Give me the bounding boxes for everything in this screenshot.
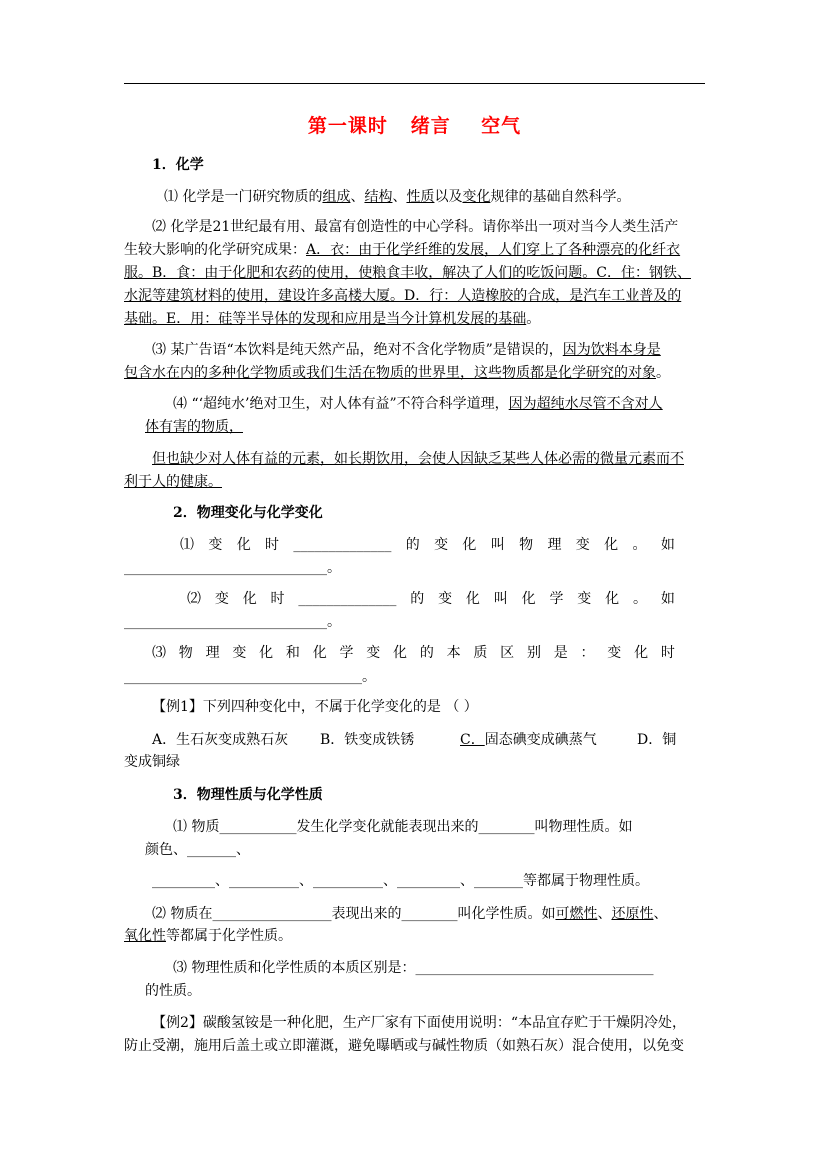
properties-q3-line-2: 的性质。 — [145, 983, 201, 999]
paragraph-2-line-1: ⑵ 化学是21世纪最有用、最富有创造性的中心学科。请你举出一项对当今人类生活产 — [152, 219, 679, 235]
example-1-option-b: B．铁变成铁锈 — [320, 732, 415, 748]
header-rule — [124, 83, 705, 84]
fill-blank-line: _____________________________。 — [124, 614, 341, 630]
fill-blank-line: __________________________________。 — [124, 669, 376, 685]
paragraph-3-line-2: 包含水在内的多种化学物质或我们生活在物质的世界里，这些物质都是化学研究的对象。 — [124, 365, 670, 381]
page-title: 第一课时 绪言 空气 — [307, 115, 522, 137]
example-2-line-2: 防止受潮，施用后盖土或立即灌溉，避免曝晒或与碱性物质（如熟石灰）混合使用，以免变 — [124, 1038, 684, 1054]
fill-blank-line: _____________________________。 — [124, 560, 341, 576]
section-heading-chemistry: 1．化学 — [152, 157, 204, 173]
fill-question-chemical-change: ⑵ 变 化 时 ______________ 的 变 化 叫 化 学 变 化 。 如 — [187, 591, 675, 607]
paragraph-2-line-5: 基础。E．用：硅等半导体的发现和应用是当今计算机发展的基础。 — [124, 311, 541, 327]
example-1-option-d-cont: 变成铜绿 — [124, 754, 180, 770]
example-1-option-c: C．固态碘变成碘蒸气 — [460, 732, 597, 748]
section-heading-changes: 2．物理变化与化学变化 — [173, 505, 323, 521]
properties-q3-line-1: ⑶ 物理性质和化学性质的本质区别是：__________________________________ — [173, 960, 654, 976]
section-heading-properties: 3．物理性质与化学性质 — [173, 787, 323, 803]
paragraph-4-line-3: 但也缺少对人体有益的元素，如长期饮用，会使人因缺乏某些人体必需的微量元素而不 — [152, 451, 684, 467]
properties-q2-line-1: ⑵ 物质在_________________表现出来的________叫化学性质。如可燃性、还原性、 — [152, 906, 668, 922]
paragraph-4-line-4: 利于人的健康。 — [124, 474, 222, 490]
paragraph-2-line-4: 水泥等建筑材料的使用，建设许多高楼大厦。D．行：人造橡胶的合成，是汽车工业普及的 — [124, 288, 682, 304]
paragraph-3-line-1: ⑶ 某广告语“本饮料是纯天然产品，绝对不含化学物质”是错误的，因为饮料本身是 — [152, 342, 661, 358]
paragraph-2-line-3: 服。B．食：由于化肥和农药的使用，使粮食丰收，解决了人们的吃饭问题。C．住：钢铁、 — [124, 265, 691, 281]
fill-question-difference: ⑶ 物 理 变 化 和 化 学 变 化 的 本 质 区 别 是 ： 变 化 时 — [152, 645, 675, 661]
paragraph-2-line-2: 生较大影响的化学研究成果：A．衣：由于化学纤维的发展，人们穿上了各种漂亮的化纤衣 — [124, 242, 681, 258]
example-1-option-a: A．生石灰变成熟石灰 — [152, 732, 289, 748]
properties-q1-line-1: ⑴ 物质___________发生化学变化就能表现出来的________叫物理性质。如 — [173, 819, 633, 835]
properties-q2-line-2: 氧化性等都属于化学性质。 — [124, 928, 292, 944]
example-1-question: 【例1】下列四种变化中，不属于化学变化的是 （ ） — [152, 699, 478, 715]
properties-q1-line-3: _________、__________、__________、_________、_______等都属于物理性质。 — [152, 873, 649, 889]
example-1-option-d: D．铜 — [637, 732, 677, 748]
paragraph-1: ⑴ 化学是一门研究物质的组成、结构、性质以及变化规律的基础自然科学。 — [164, 189, 631, 205]
fill-question-physical-change: ⑴ 变 化 时 ______________ 的 变 化 叫 物 理 变 化 。 如 — [180, 537, 675, 553]
properties-q1-line-2: 颜色、_______、 — [145, 842, 250, 858]
paragraph-4-line-1: ⑷ “‘超纯水’绝对卫生，对人体有益”不符合科学道理，因为超纯水尽管不含对人 — [173, 396, 663, 412]
example-2-line-1: 【例2】碳酸氢铵是一种化肥，生产厂家有下面使用说明：“本品宜存贮于干燥阴冷处， — [152, 1015, 687, 1031]
paragraph-4-line-2: 体有害的物质， — [145, 419, 243, 435]
